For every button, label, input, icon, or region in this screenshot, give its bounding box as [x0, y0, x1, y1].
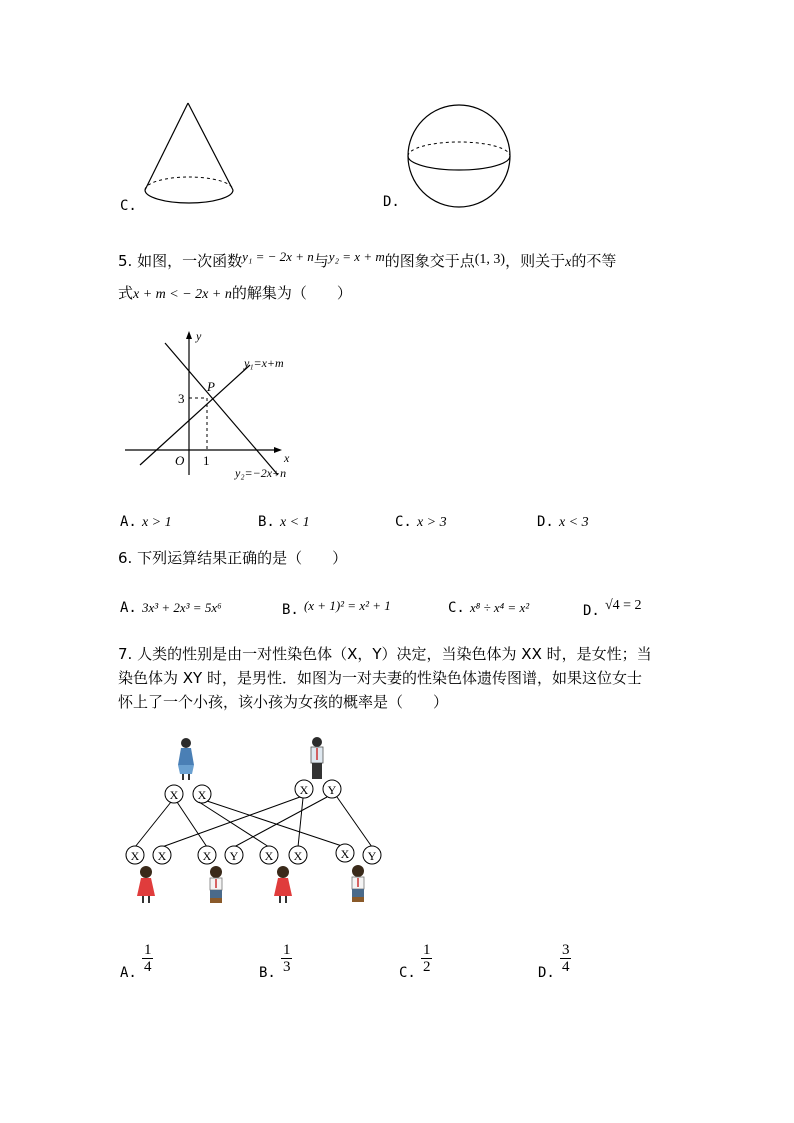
q5-inequality: x + m < − 2x + n	[133, 287, 232, 302]
svg-text:Y: Y	[229, 849, 239, 863]
q7-stem-line3: 怀上了一个小孩，该小孩为女孩的概率是（ ）	[118, 693, 449, 711]
svg-text:X: X	[340, 847, 350, 861]
q6-option-a: A. 3x³ + 2x³ = 5x⁶	[120, 600, 222, 616]
svg-text:X: X	[197, 788, 207, 802]
origin-label: O	[175, 453, 185, 468]
svg-text:X: X	[264, 849, 274, 863]
q7-stem-line1: 7. 人类的性别是由一对性染色体（X，Y）决定，当染色体为 XX 时，是女性；当	[118, 645, 652, 663]
x-axis-label: x	[284, 451, 290, 465]
q5-var: x	[565, 255, 572, 270]
child-1-chromosomes	[126, 846, 171, 864]
q7-option-d: D. $\frac{3}{4}$	[538, 942, 570, 981]
q5-stem-mid: 与	[313, 252, 329, 270]
q5-stem-line1	[118, 249, 616, 271]
sphere-figure	[400, 100, 520, 215]
y-tick-label: 3	[178, 391, 185, 406]
q5-option-d: D. x < 3	[537, 514, 589, 530]
child-2-chromosomes	[198, 846, 243, 864]
fraction: $\frac{1}{3}$	[282, 942, 291, 975]
q5-stem-suffix1: 的图象交于点	[384, 252, 475, 270]
girl-figure-2	[274, 866, 292, 903]
boy-figure-2	[352, 865, 364, 902]
q7-option-c: C. $\frac{1}{2}$	[399, 942, 431, 981]
line1-label: y₁=x+m	[244, 356, 284, 370]
q6-stem: 6. 下列运算结果正确的是（ ）	[118, 549, 348, 567]
svg-text:X: X	[299, 783, 309, 797]
svg-text:X: X	[202, 849, 212, 863]
q6-option-c: C. x⁸ ÷ x⁴ = x²	[448, 600, 530, 616]
mother-figure	[178, 738, 194, 780]
q7-option-a: A. $\frac{1}{4}$	[120, 942, 152, 981]
boy-figure-1	[210, 866, 222, 903]
father-figure	[311, 737, 323, 779]
father-chromosomes	[295, 780, 341, 798]
q5-option-c: C. x > 3	[395, 514, 447, 530]
line2-label: y₂=−2x+n	[235, 466, 287, 480]
q5-eq1: y₁ = − 2x + n	[242, 249, 314, 264]
cone-figure	[135, 95, 245, 215]
q5-stem-suffix3: 的不等	[571, 252, 617, 270]
q5-stem2-prefix: 式	[118, 284, 134, 302]
girl-figure-1	[137, 866, 155, 903]
q6-option-b: B. (x + 1)² = x² + 1	[282, 598, 391, 618]
fraction: $\frac{1}{4}$	[143, 942, 152, 975]
fraction: $\frac{1}{2}$	[422, 942, 431, 975]
q7-inheritance-diagram	[115, 730, 395, 910]
q5-option-b: B. x < 1	[258, 514, 310, 530]
q5-eq2: y₂ = x + m	[328, 249, 385, 264]
q5-stem-suffix2: ，则关于	[505, 252, 566, 270]
svg-text:X: X	[293, 849, 303, 863]
q7-stem-line2: 染色体为 XY 时，是男性．如图为一对夫妻的性染色体遗传图谱，如果这位女士	[118, 669, 642, 687]
mother-chromosomes	[165, 785, 211, 803]
svg-text:Y: Y	[327, 783, 337, 797]
point-p-label: P	[207, 379, 215, 394]
svg-text:Y: Y	[367, 849, 377, 863]
q4-option-c-letter: C.	[120, 198, 137, 214]
fraction: $\frac{3}{4}$	[561, 942, 570, 975]
svg-text:X: X	[169, 788, 179, 802]
q7-option-b: B. $\frac{1}{3}$	[259, 942, 291, 981]
q5-graph	[120, 325, 300, 485]
child-4-chromosomes	[336, 844, 381, 864]
svg-text:X: X	[157, 849, 167, 863]
y-axis-label: y	[196, 329, 202, 343]
svg-text:X: X	[130, 849, 140, 863]
q6-option-d: D. √4 = 2	[583, 598, 642, 619]
q5-stem-line2	[118, 282, 352, 303]
q4-option-d-letter: D.	[383, 194, 400, 210]
x-axis-arrow	[274, 447, 282, 453]
x-tick-label: 1	[203, 453, 210, 468]
child-3-chromosomes	[260, 846, 307, 864]
q5-point: (1, 3)	[474, 252, 506, 267]
inheritance-lines	[135, 797, 372, 847]
y-axis-arrow	[186, 331, 192, 339]
q5-stem-prefix: 5. 如图，一次函数	[118, 252, 243, 270]
q5-stem2-suffix: 的解集为（ ）	[231, 284, 352, 302]
q5-option-a: A. x > 1	[120, 514, 172, 530]
